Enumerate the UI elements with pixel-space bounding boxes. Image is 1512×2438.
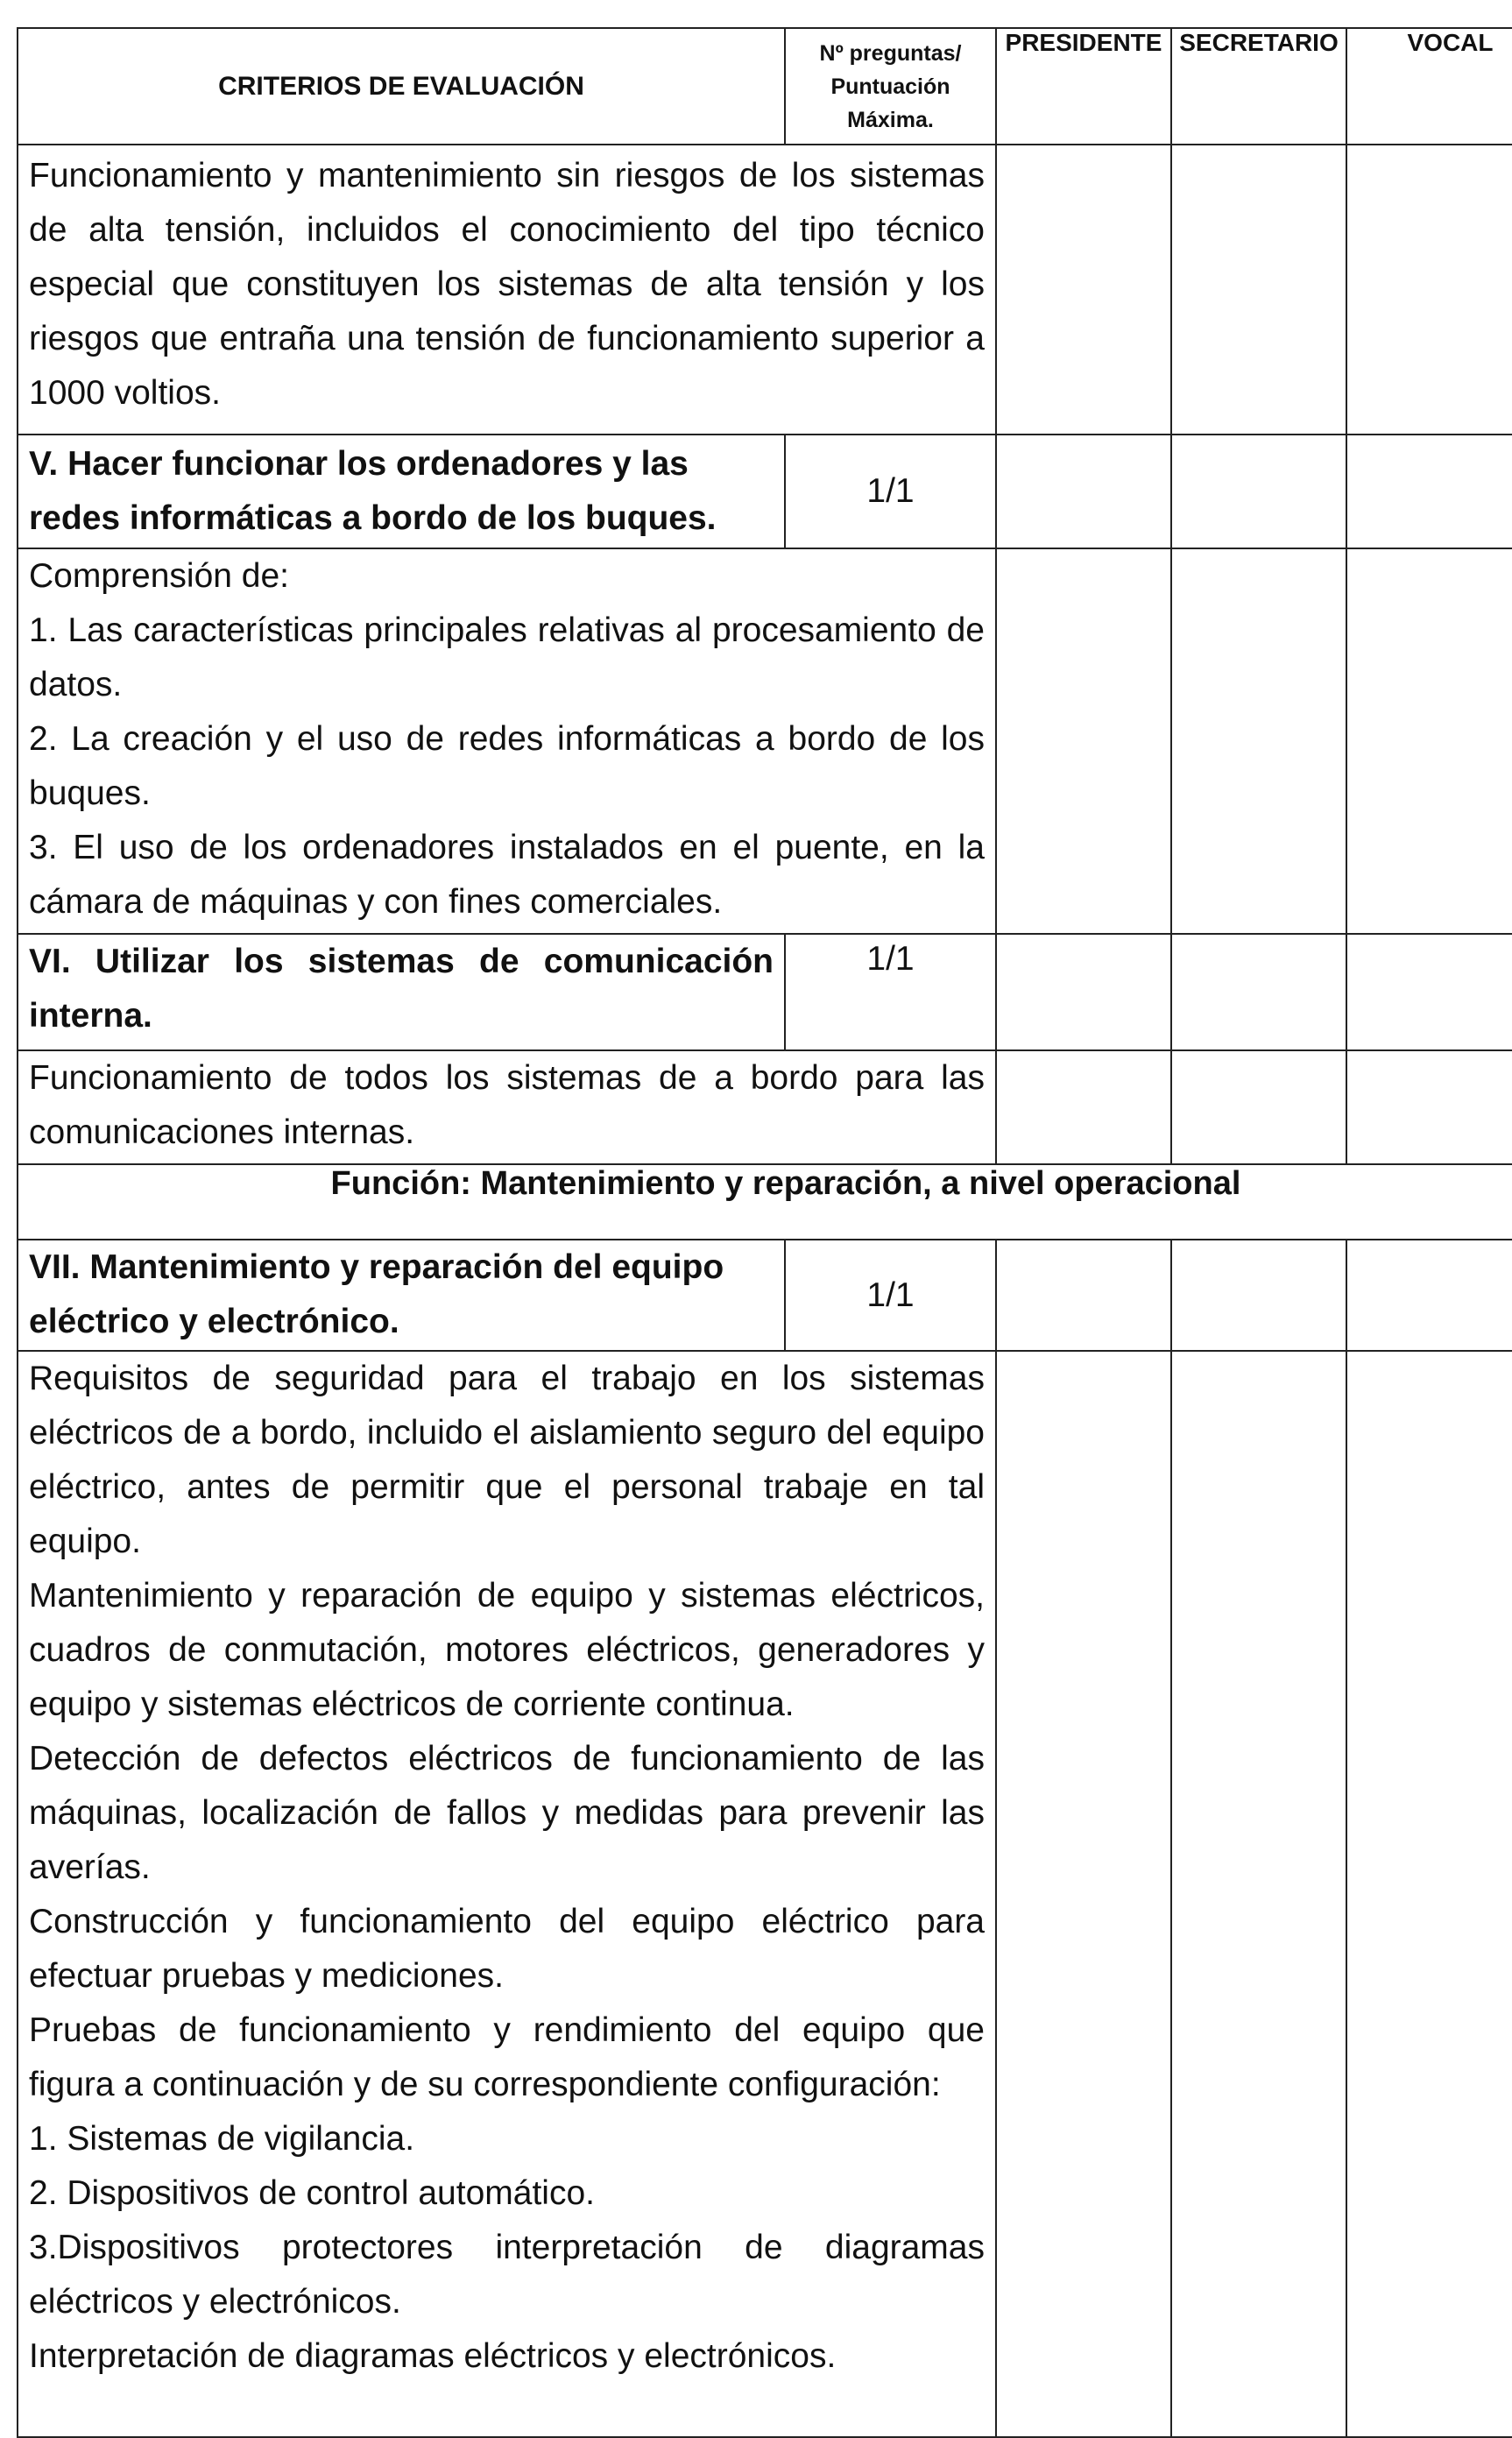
section-v-row [18,435,1512,548]
presidente-score-cell[interactable] [996,145,1171,435]
vocal-header: VOCAL [1346,28,1512,145]
section-v-lead: Comprensión de: [29,557,289,595]
section-vii-desc-row [18,1351,1512,2437]
section-vii-title: VII. Mantenimiento y reparación del equipo eléctrico y electrónico. [29,1248,724,1340]
presidente-score-cell[interactable] [996,1050,1171,1164]
section-vii-cell [18,1240,996,1351]
section-vii-score: 1/1 [866,1276,915,1314]
section-vii-p2: Mantenimiento y reparación de equipo y sistemas eléctricos, cuadros de conmutación, motores eléctricos, generadores y equipo y sistemas eléctricos de corriente continua. [29,1577,985,1723]
section-v-cell [18,435,996,548]
section-v-desc-row [18,548,1512,934]
vocal-score-cell[interactable] [1346,1050,1512,1164]
section-vii-p6: Interpretación de diagramas eléctricos y electrónicos. [29,2337,837,2375]
vocal-score-cell[interactable] [1346,145,1512,435]
secretario-score-cell[interactable] [1171,1050,1346,1164]
section-vii-p1: Requisitos de seguridad para el trabajo en los sistemas eléctricos de a bordo, incluido el aislamiento seguro del equipo eléctrico, antes de permitir que el personal trabaje en tal equipo. [29,1360,985,1560]
intro-row [18,145,1512,435]
section-v-desc-cell [18,548,996,934]
function-heading-row [18,1164,1512,1240]
section-vi-desc-row [18,1050,1512,1164]
evaluation-table [17,27,1512,2438]
section-vi-score: 1/1 [866,940,915,978]
section-vi-row [18,934,1512,1050]
vocal-score-cell[interactable] [1346,435,1512,548]
section-vii-p3: Detección de defectos eléctricos de funcionamiento de las máquinas, localización de fallos y medidas para prevenir las averías. [29,1740,985,1886]
npreguntas-header-line3: Máxima. [847,107,934,132]
function-heading: Función: Mantenimiento y reparación, a nivel operacional [18,1164,1512,1240]
section-v-item-1: 1. Las características principales relativas al procesamiento de datos. [29,611,985,703]
section-v-score: 1/1 [866,472,915,510]
section-v-item-2: 2. La creación y el uso de redes informáticas a bordo de los buques. [29,720,985,812]
section-vii-p4: Construcción y funcionamiento del equipo eléctrico para efectuar pruebas y mediciones. [29,1903,985,1995]
section-vii-item-3: 3.Dispositivos protectores interpretación de diagramas eléctricos y electrónicos. [29,2229,985,2321]
presidente-score-cell[interactable] [996,934,1171,1050]
section-vi-cell [18,934,996,1050]
vocal-score-cell[interactable] [1346,548,1512,934]
presidente-score-cell[interactable] [996,1351,1171,2437]
criterios-header: CRITERIOS DE EVALUACIÓN [218,71,584,101]
npreguntas-header-line1: Nº preguntas/ [819,40,962,66]
secretario-score-cell[interactable] [1171,1351,1346,2437]
presidente-score-cell[interactable] [996,435,1171,548]
secretario-score-cell[interactable] [1171,145,1346,435]
section-vi-title: VI. Utilizar los sistemas de comunicación interna. [29,943,774,1035]
secretario-score-cell[interactable] [1171,1240,1346,1351]
section-vi-desc-cell [18,1050,996,1164]
section-v-title: V. Hacer funcionar los ordenadores y las redes informáticas a bordo de los buques. [29,445,717,537]
secretario-score-cell[interactable] [1171,548,1346,934]
secretario-header: SECRETARIO [1171,28,1346,145]
secretario-score-cell[interactable] [1171,934,1346,1050]
criterios-header-cell [18,28,996,145]
section-vii-p5: Pruebas de funcionamiento y rendimiento del equipo que figura a continuación y de su correspondiente configuración: [29,2011,985,2103]
section-vii-item-2: 2. Dispositivos de control automático. [29,2174,595,2212]
presidente-score-cell[interactable] [996,1240,1171,1351]
section-v-item-3: 3. El uso de los ordenadores instalados en el puente, en la cámara de máquinas y con fines comerciales. [29,829,985,921]
section-vi-desc: Funcionamiento de todos los sistemas de a bordo para las comunicaciones internas. [29,1059,985,1151]
presidente-score-cell[interactable] [996,548,1171,934]
presidente-header: PRESIDENTE [996,28,1171,145]
vocal-score-cell[interactable] [1346,1240,1512,1351]
section-vii-item-1: 1. Sistemas de vigilancia. [29,2120,415,2158]
section-vii-desc-cell [18,1351,996,2437]
section-vii-row [18,1240,1512,1351]
header-row [18,28,1512,145]
evaluation-criteria-page [17,27,1512,2438]
secretario-score-cell[interactable] [1171,435,1346,548]
intro-cell [18,145,996,435]
intro-text: Funcionamiento y mantenimiento sin riesgos de los sistemas de alta tensión, incluidos el conocimiento del tipo técnico especial que constituyen los sistemas de alta tensión y los riesgos que entraña una tensión de funcionamiento superior a 1000 voltios. [29,157,985,412]
vocal-score-cell[interactable] [1346,1351,1512,2437]
npreguntas-header-line2: Puntuación [830,74,950,99]
vocal-score-cell[interactable] [1346,934,1512,1050]
